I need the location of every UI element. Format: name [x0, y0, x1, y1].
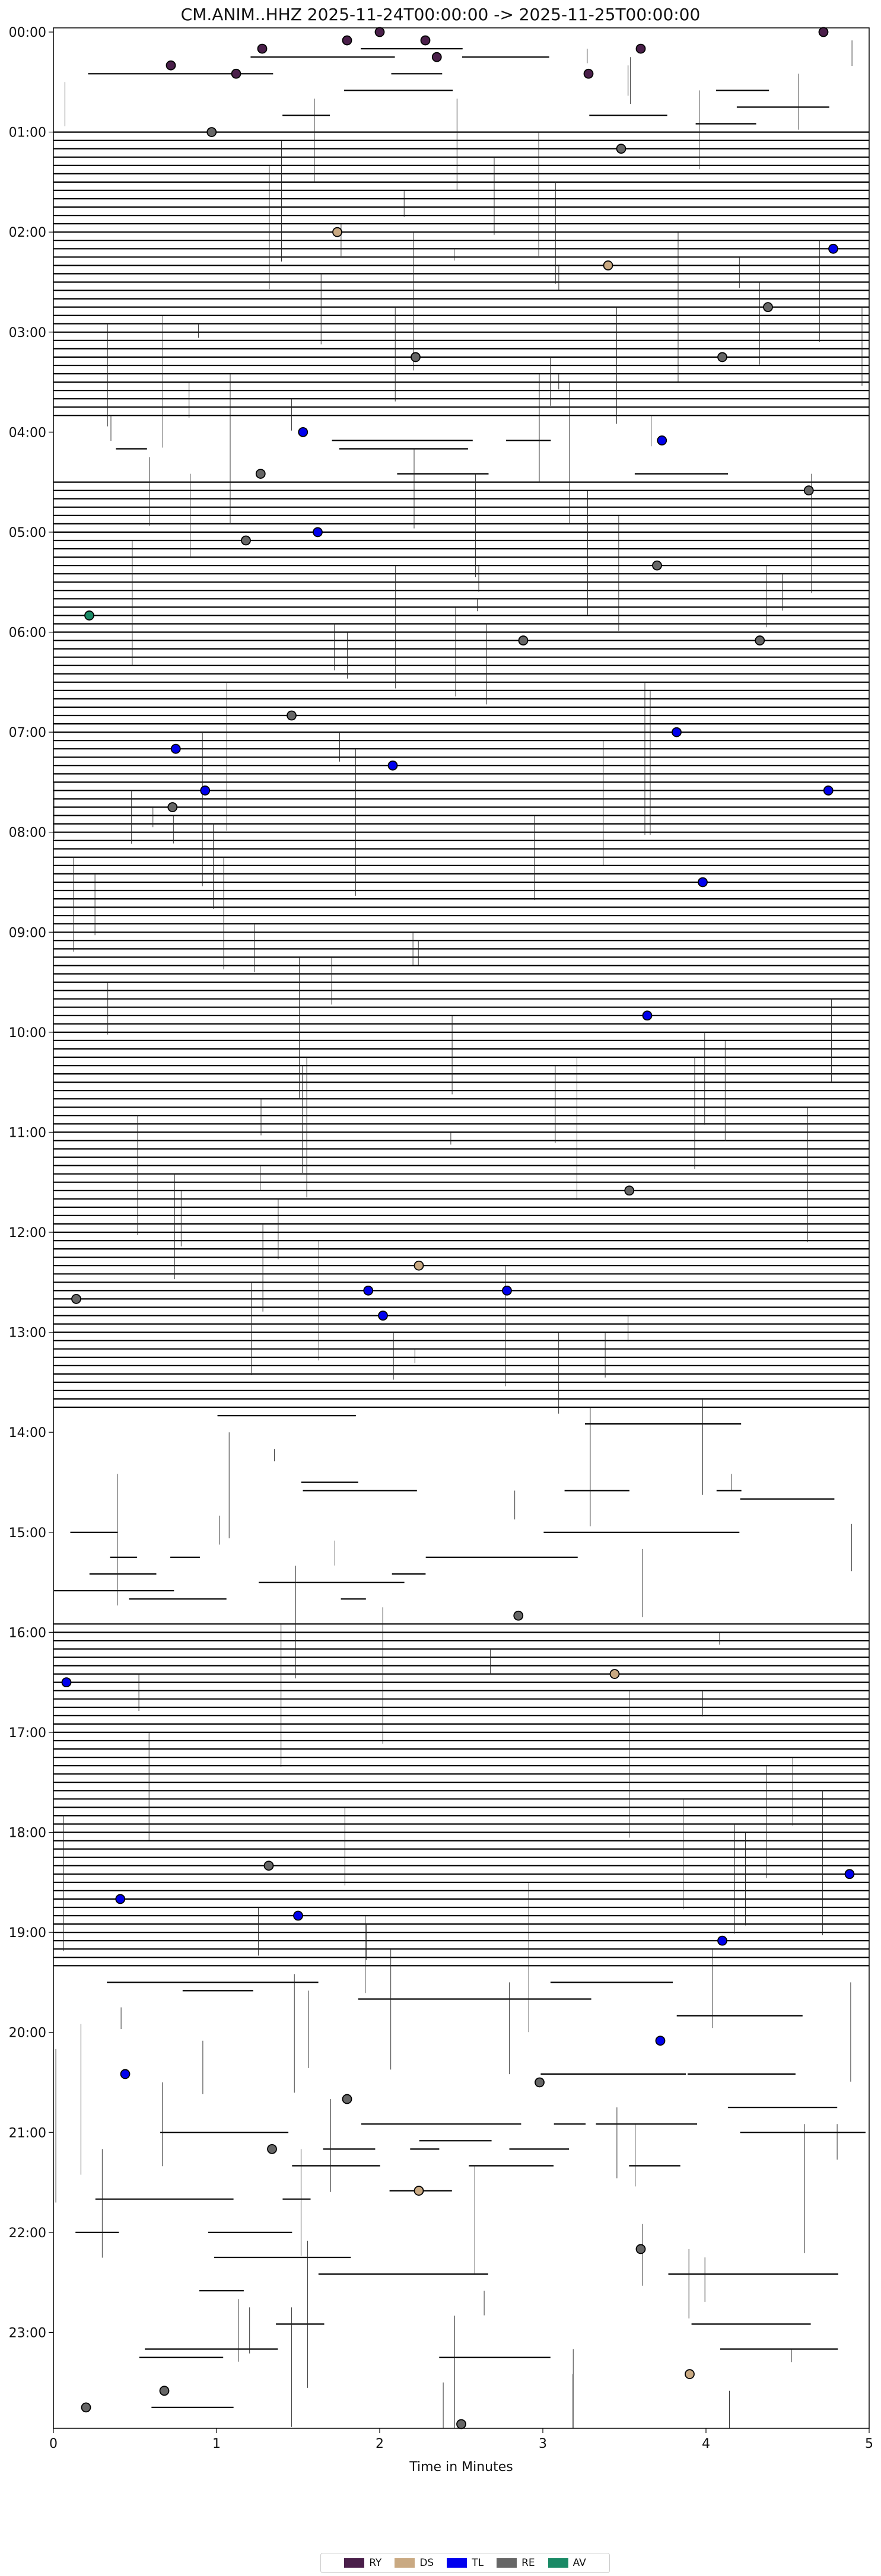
x-axis-label: Time in Minutes: [409, 2460, 513, 2475]
y-tick-label-0: 00:00: [8, 26, 46, 41]
event-marker-ry: [232, 69, 241, 78]
event-marker-ry: [167, 61, 176, 70]
legend-label: DS: [419, 2557, 434, 2569]
event-marker-ry: [432, 53, 441, 62]
legend-swatch: [497, 2558, 517, 2568]
y-tick-label-13: 13:00: [8, 1325, 46, 1341]
event-marker-re: [287, 711, 296, 720]
legend-item-tl: [447, 2557, 484, 2569]
event-marker-re: [411, 352, 420, 361]
event-marker-av: [85, 611, 94, 620]
y-tick-label-2: 02:00: [8, 225, 46, 241]
event-marker-tl: [829, 244, 838, 253]
y-tick-label-5: 05:00: [8, 525, 46, 540]
y-tick-label-10: 10:00: [8, 1025, 46, 1041]
legend-item-ds: [395, 2557, 434, 2569]
y-tick-label-18: 18:00: [8, 1826, 46, 1841]
event-marker-ds: [333, 228, 342, 237]
y-tick-label-8: 08:00: [8, 825, 46, 841]
event-marker-re: [72, 1295, 81, 1303]
chart-title: CM.ANIM..HHZ 2025-11-24T00:00:00 -> 2025-11-25T00:00:00: [180, 5, 701, 24]
y-tick-label-9: 09:00: [8, 926, 46, 941]
event-marker-tl: [313, 527, 322, 536]
y-tick-label-19: 19:00: [8, 1926, 46, 1941]
y-tick-label-17: 17:00: [8, 1725, 46, 1741]
plot-frame: [53, 28, 869, 2428]
event-marker-re: [256, 469, 265, 478]
event-marker-ds: [415, 1261, 424, 1270]
event-marker-ds: [604, 261, 613, 270]
event-marker-tl: [824, 786, 833, 795]
event-marker-tl: [656, 2036, 665, 2045]
event-marker-tl: [389, 761, 397, 770]
event-marker-ds: [415, 2186, 424, 2195]
event-marker-re: [653, 561, 661, 570]
event-marker-re: [514, 1611, 523, 1620]
y-tick-label-7: 07:00: [8, 726, 46, 741]
legend-swatch: [395, 2558, 415, 2568]
event-marker-ry: [584, 69, 593, 78]
legend-swatch: [447, 2558, 467, 2568]
trace-rows: [53, 49, 869, 2408]
event-marker-ry: [343, 36, 352, 45]
event-marker-re: [268, 2145, 276, 2154]
legend-item-ry: [344, 2557, 381, 2569]
event-marker-tl: [672, 728, 681, 737]
event-marker-ry: [819, 28, 828, 37]
legend-swatch: [344, 2558, 364, 2568]
event-marker-re: [457, 2419, 466, 2428]
y-tick-label-20: 20:00: [8, 2025, 46, 2041]
event-marker-re: [804, 486, 813, 495]
event-marker-tl: [364, 1286, 373, 1295]
x-tick-label-0: 0: [49, 2437, 58, 2451]
legend-label: TL: [472, 2557, 484, 2569]
y-tick-label-4: 04:00: [8, 425, 46, 441]
x-tick-label-2: 2: [376, 2437, 384, 2451]
y-tick-label-14: 14:00: [8, 1426, 46, 1441]
y-tick-label-21: 21:00: [8, 2126, 46, 2141]
event-marker-tl: [657, 436, 666, 445]
event-marker-re: [755, 636, 764, 645]
event-marker-ds: [685, 2370, 694, 2378]
event-marker-tl: [643, 1011, 652, 1020]
y-tick-label-11: 11:00: [8, 1125, 46, 1141]
legend-label: AV: [573, 2557, 586, 2569]
legend: [320, 2553, 610, 2573]
event-marker-ds: [610, 1669, 619, 1678]
event-marker-re: [207, 128, 216, 136]
event-marker-tl: [502, 1286, 511, 1295]
event-marker-re: [82, 2403, 91, 2412]
event-marker-ry: [376, 28, 384, 37]
event-marker-re: [637, 2244, 645, 2253]
event-marker-re: [764, 303, 772, 311]
event-marker-re: [168, 803, 177, 812]
y-tick-label-15: 15:00: [8, 1525, 46, 1541]
x-tick-label-4: 4: [702, 2437, 710, 2451]
event-marker-tl: [294, 1912, 303, 1920]
event-marker-re: [160, 2386, 169, 2395]
event-marker-tl: [201, 786, 209, 795]
event-marker-tl: [121, 2069, 130, 2078]
event-marker-tl: [845, 1869, 854, 1878]
event-marker-tl: [718, 1936, 727, 1945]
y-tick-label-16: 16:00: [8, 1626, 46, 1641]
y-tick-label-12: 12:00: [8, 1226, 46, 1241]
x-tick-label-3: 3: [539, 2437, 547, 2451]
x-tick-label-5: 5: [865, 2437, 873, 2451]
event-marker-re: [718, 352, 727, 361]
legend-item-av: [548, 2557, 586, 2569]
legend-swatch: [548, 2558, 568, 2568]
y-tick-label-3: 03:00: [8, 325, 46, 341]
x-tick-label-1: 1: [212, 2437, 221, 2451]
y-tick-label-23: 23:00: [8, 2326, 46, 2341]
event-marker-tl: [698, 877, 707, 886]
event-marker-tl: [116, 1894, 125, 1903]
event-marker-tl: [171, 745, 180, 753]
event-marker-re: [625, 1186, 634, 1195]
event-marker-re: [535, 2078, 544, 2087]
event-marker-re: [343, 2095, 352, 2104]
event-marker-re: [265, 1861, 273, 1870]
event-marker-re: [519, 636, 528, 645]
legend-label: RE: [521, 2557, 535, 2569]
y-tick-label-22: 22:00: [8, 2225, 46, 2241]
event-marker-re: [241, 536, 250, 545]
legend-item-re: [497, 2557, 535, 2569]
event-marker-tl: [379, 1311, 387, 1320]
event-marker-ry: [637, 44, 645, 53]
y-tick-label-1: 01:00: [8, 125, 46, 141]
event-marker-tl: [298, 428, 307, 437]
y-tick-label-6: 06:00: [8, 625, 46, 641]
event-marker-tl: [62, 1678, 71, 1687]
event-marker-ry: [421, 36, 430, 45]
event-marker-ry: [258, 44, 267, 53]
legend-label: RY: [369, 2557, 382, 2569]
event-marker-re: [617, 144, 626, 153]
